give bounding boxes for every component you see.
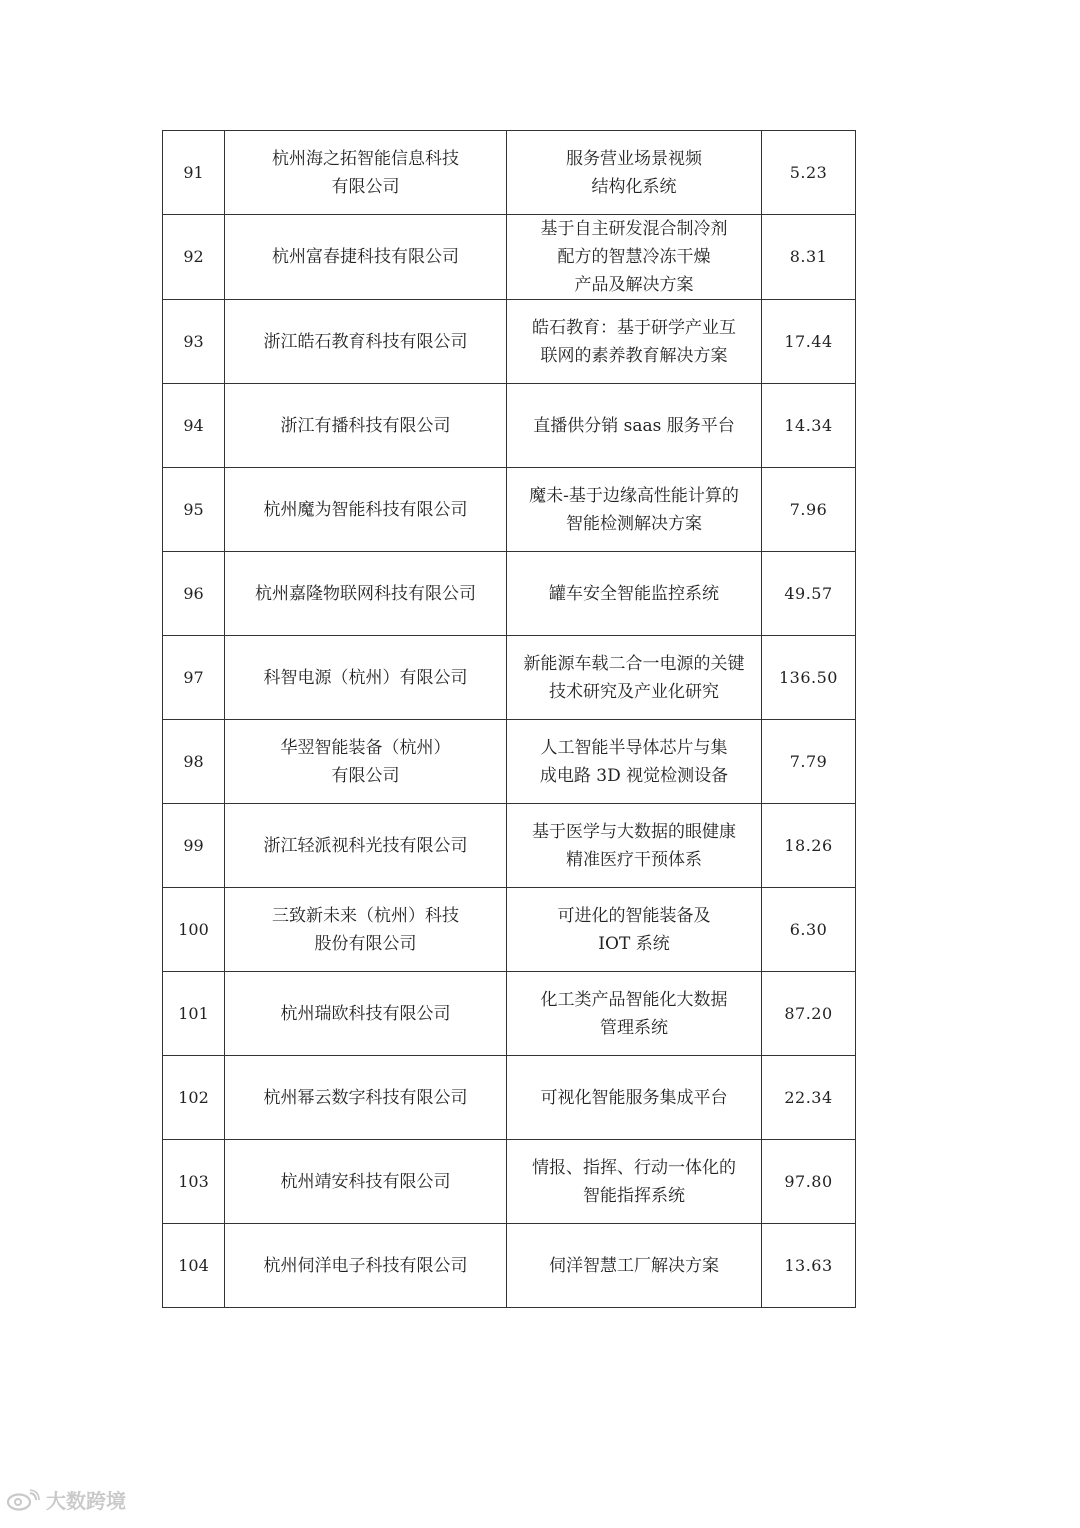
amount-cell: 14.34: [762, 384, 856, 468]
company-name-cell: [225, 1056, 507, 1140]
row-number-cell: 96: [163, 552, 225, 636]
company-name-cell: [225, 804, 507, 888]
company-name-cell: [225, 888, 507, 972]
project-name-line: 情报、指挥、行动一体化的: [532, 1157, 736, 1178]
company-name-line: 杭州海之拓智能信息科技: [272, 148, 459, 169]
company-name-line: 杭州魔为智能科技有限公司: [263, 499, 468, 520]
company-name-cell: [225, 552, 507, 636]
project-name-line: 魔未-基于边缘高性能计算的: [529, 485, 739, 506]
company-name-cell: [225, 131, 507, 215]
company-name-cell: [225, 215, 507, 300]
amount-cell: 17.44: [762, 300, 856, 384]
project-name-cell: [507, 888, 762, 972]
table-row: [163, 552, 856, 636]
table-row: [163, 215, 856, 300]
company-name-cell: [225, 720, 507, 804]
company-name-cell: [225, 1224, 507, 1308]
table-row: [163, 636, 856, 720]
company-name-cell: [225, 1140, 507, 1224]
table-row: [163, 131, 856, 215]
project-name-line: 基于医学与大数据的眼健康: [532, 821, 736, 842]
project-name-line: 皓石教育：基于研学产业互: [532, 317, 736, 338]
project-name-line: 化工类产品智能化大数据: [540, 989, 728, 1010]
project-name-cell: [507, 1224, 762, 1308]
project-name-line: 管理系统: [600, 1017, 668, 1038]
project-name-cell: [507, 804, 762, 888]
amount-cell: 7.79: [762, 720, 856, 804]
amount-cell: 136.50: [762, 636, 856, 720]
row-number-cell: 93: [163, 300, 225, 384]
amount-cell: 8.31: [762, 215, 856, 300]
company-name-line: 杭州富春捷科技有限公司: [272, 247, 459, 267]
amount-cell: 18.26: [762, 804, 856, 888]
company-name-line: 浙江皓石教育科技有限公司: [263, 331, 468, 352]
project-name-line: 联网的素养教育解决方案: [540, 345, 728, 366]
company-name-cell: [225, 300, 507, 384]
company-name-line: 股份有限公司: [314, 933, 417, 954]
company-name-cell: [225, 468, 507, 552]
company-name-cell: [225, 384, 507, 468]
project-name-cell: [507, 131, 762, 215]
company-name-line: 三致新未来（杭州）科技: [272, 905, 459, 926]
watermark-text: 大数跨境: [46, 1489, 126, 1513]
company-name-line: 杭州嘉隆物联网科技有限公司: [255, 583, 476, 604]
project-name-line: 产品及解决方案: [574, 275, 694, 295]
project-funding-table: [162, 130, 856, 1308]
project-name-line: 伺洋智慧工厂解决方案: [549, 1255, 719, 1276]
project-name-line: 可视化智能服务集成平台: [540, 1087, 728, 1108]
table-row: [163, 1056, 856, 1140]
row-number-cell: 98: [163, 720, 225, 804]
amount-cell: 22.34: [762, 1056, 856, 1140]
row-number-cell: 102: [163, 1056, 225, 1140]
amount-cell: 87.20: [762, 972, 856, 1056]
amount-cell: 13.63: [762, 1224, 856, 1308]
project-name-cell: [507, 720, 762, 804]
amount-cell: 7.96: [762, 468, 856, 552]
amount-cell: 5.23: [762, 131, 856, 215]
table-row: [163, 468, 856, 552]
table-row: [163, 300, 856, 384]
table-row: [163, 804, 856, 888]
row-number-cell: 95: [163, 468, 225, 552]
company-name-cell: [225, 636, 507, 720]
company-name-line: 杭州伺洋电子科技有限公司: [263, 1255, 468, 1276]
company-name-line: 有限公司: [331, 765, 400, 786]
company-name-line: 有限公司: [331, 176, 400, 197]
row-number-cell: 92: [163, 215, 225, 300]
row-number-cell: 100: [163, 888, 225, 972]
company-name-line: 浙江轻派视科光技有限公司: [263, 835, 468, 856]
project-name-cell: [507, 636, 762, 720]
row-number-cell: 103: [163, 1140, 225, 1224]
project-name-line: 基于自主研发混合制冷剂: [540, 219, 728, 239]
project-name-cell: [507, 1056, 762, 1140]
project-name-cell: [507, 552, 762, 636]
project-name-line: IOT 系统: [598, 933, 670, 954]
project-name-line: 罐车安全智能监控系统: [549, 583, 719, 604]
project-name-line: 直播供分销 saas 服务平台: [533, 415, 735, 436]
row-number-cell: 97: [163, 636, 225, 720]
amount-cell: 6.30: [762, 888, 856, 972]
company-name-line: 华翌智能装备（杭州）: [280, 737, 451, 758]
project-name-cell: [507, 215, 762, 300]
row-number-cell: 94: [163, 384, 225, 468]
table-row: [163, 888, 856, 972]
table-row: [163, 384, 856, 468]
weibo-logo-icon: [6, 1489, 40, 1511]
company-name-line: 杭州幂云数字科技有限公司: [263, 1087, 468, 1108]
project-name-cell: [507, 384, 762, 468]
company-name-line: 科智电源（杭州）有限公司: [263, 667, 468, 688]
project-name-cell: [507, 972, 762, 1056]
project-name-line: 人工智能半导体芯片与集: [540, 737, 728, 758]
project-name-line: 智能检测解决方案: [566, 513, 702, 534]
project-name-line: 技术研究及产业化研究: [549, 681, 719, 702]
company-name-cell: [225, 972, 507, 1056]
table-body: [163, 131, 856, 1308]
row-number-cell: 101: [163, 972, 225, 1056]
table-row: [163, 1140, 856, 1224]
project-name-line: 成电路 3D 视觉检测设备: [539, 765, 729, 786]
project-name-line: 新能源车载二合一电源的关键: [523, 653, 745, 674]
watermark: [6, 1485, 126, 1514]
table-row: [163, 720, 856, 804]
project-name-cell: [507, 1140, 762, 1224]
project-name-line: 智能指挥系统: [583, 1185, 685, 1206]
amount-cell: 49.57: [762, 552, 856, 636]
row-number-cell: 91: [163, 131, 225, 215]
project-name-cell: [507, 300, 762, 384]
table-row: [163, 1224, 856, 1308]
project-name-line: 服务营业场景视频: [566, 148, 702, 169]
project-name-line: 结构化系统: [591, 176, 677, 197]
amount-cell: 97.80: [762, 1140, 856, 1224]
row-number-cell: 104: [163, 1224, 225, 1308]
company-name-line: 浙江有播科技有限公司: [280, 415, 451, 436]
company-name-line: 杭州靖安科技有限公司: [280, 1171, 451, 1192]
company-name-line: 杭州瑞欧科技有限公司: [280, 1003, 451, 1024]
project-name-cell: [507, 468, 762, 552]
table-row: [163, 972, 856, 1056]
project-name-line: 配方的智慧冷冻干燥: [557, 247, 711, 267]
project-name-line: 可进化的智能装备及: [557, 905, 711, 926]
row-number-cell: 99: [163, 804, 225, 888]
project-name-line: 精准医疗干预体系: [566, 849, 702, 870]
